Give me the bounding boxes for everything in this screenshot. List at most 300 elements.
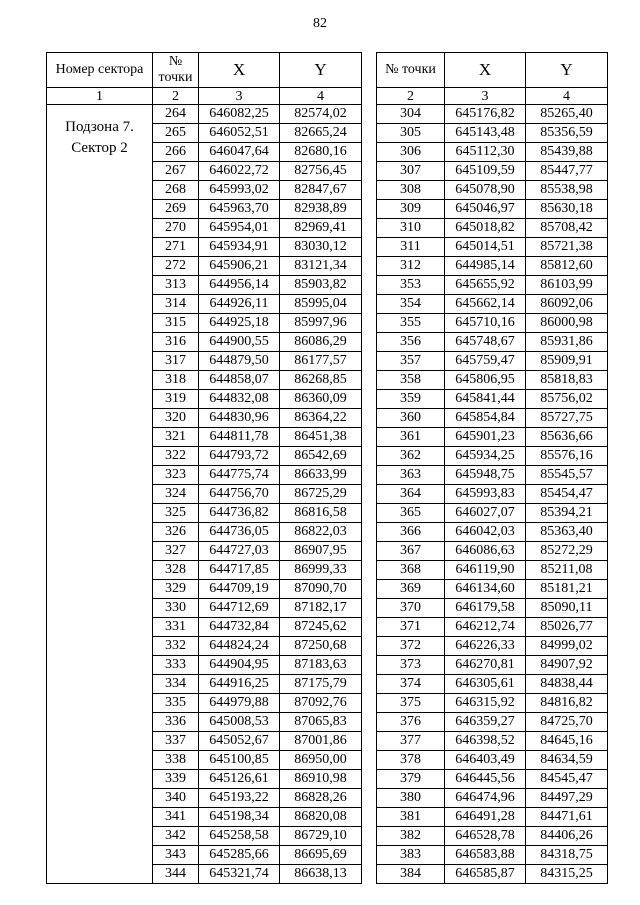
table-row	[377, 485, 608, 504]
table-row	[377, 352, 608, 371]
x-coordinate-cell: 645321,74	[199, 865, 280, 884]
y-coordinate-cell: 86451,38	[280, 428, 362, 447]
x-coordinate-cell: 645109,59	[445, 162, 526, 181]
x-coordinate-cell: 644756,70	[199, 485, 280, 504]
point-number-cell: 311	[377, 238, 445, 257]
x-coordinate-cell: 645193,22	[199, 789, 280, 808]
y-coordinate-cell: 87175,79	[280, 675, 362, 694]
x-coordinate-cell: 645934,91	[199, 238, 280, 257]
x-coordinate-cell: 644926,11	[199, 295, 280, 314]
x-coordinate-cell: 644956,14	[199, 276, 280, 295]
point-number-cell: 381	[377, 808, 445, 827]
y-coordinate-cell: 85545,57	[526, 466, 608, 485]
table-row	[377, 314, 608, 333]
point-number-cell: 340	[153, 789, 199, 808]
point-number-cell: 331	[153, 618, 199, 637]
x-coordinate-cell: 645662,14	[445, 295, 526, 314]
point-number-cell: 363	[377, 466, 445, 485]
point-number-cell: 307	[377, 162, 445, 181]
y-coordinate-cell: 85756,02	[526, 390, 608, 409]
point-number-cell: 382	[377, 827, 445, 846]
left-table-body	[47, 105, 362, 884]
x-coordinate-cell: 644717,85	[199, 561, 280, 580]
y-header: Y	[526, 53, 608, 88]
x-coordinate-cell: 646585,87	[445, 865, 526, 884]
y-coordinate-cell: 82680,16	[280, 143, 362, 162]
y-coordinate-cell: 85265,40	[526, 105, 608, 124]
table-row	[377, 219, 608, 238]
point-number-cell: 324	[153, 485, 199, 504]
table-row	[377, 162, 608, 181]
point-number-cell: 376	[377, 713, 445, 732]
y-coordinate-cell: 86268,85	[280, 371, 362, 390]
x-coordinate-cell: 644712,69	[199, 599, 280, 618]
left-header-row	[47, 53, 362, 88]
table-row	[377, 276, 608, 295]
x-coordinate-cell: 644736,82	[199, 504, 280, 523]
y-coordinate-cell: 86360,09	[280, 390, 362, 409]
y-coordinate-cell: 86907,95	[280, 542, 362, 561]
y-coordinate-cell: 85538,98	[526, 181, 608, 200]
y-coordinate-cell: 86999,33	[280, 561, 362, 580]
col-num-sector: 1	[47, 88, 153, 105]
point-number-cell: 312	[377, 257, 445, 276]
y-coordinate-cell: 86633,99	[280, 466, 362, 485]
x-coordinate-cell: 646134,60	[445, 580, 526, 599]
x-coordinate-cell: 645759,47	[445, 352, 526, 371]
y-coordinate-cell: 84907,92	[526, 656, 608, 675]
point-number-cell: 337	[153, 732, 199, 751]
point-number-cell: 384	[377, 865, 445, 884]
table-row	[377, 428, 608, 447]
x-coordinate-cell: 646445,56	[445, 770, 526, 789]
y-coordinate-cell: 85363,40	[526, 523, 608, 542]
table-row	[377, 637, 608, 656]
x-coordinate-cell: 644709,19	[199, 580, 280, 599]
table-row	[377, 390, 608, 409]
y-coordinate-cell: 84497,29	[526, 789, 608, 808]
x-coordinate-cell: 646119,90	[445, 561, 526, 580]
x-coordinate-cell: 645841,44	[445, 390, 526, 409]
right-column-number-row	[377, 88, 608, 105]
y-coordinate-cell: 87001,86	[280, 732, 362, 751]
y-coordinate-cell: 85812,60	[526, 257, 608, 276]
x-coordinate-cell: 645198,34	[199, 808, 280, 827]
table-row	[377, 105, 608, 124]
x-coordinate-cell: 646403,49	[445, 751, 526, 770]
point-number-cell: 269	[153, 200, 199, 219]
y-coordinate-cell: 83030,12	[280, 238, 362, 257]
table-row	[377, 466, 608, 485]
x-coordinate-cell: 644916,25	[199, 675, 280, 694]
point-header: № точки	[377, 53, 445, 88]
x-coordinate-cell: 645993,83	[445, 485, 526, 504]
point-number-cell: 268	[153, 181, 199, 200]
y-coordinate-cell: 82756,45	[280, 162, 362, 181]
col-num-y: 4	[526, 88, 608, 105]
y-coordinate-cell: 85630,18	[526, 200, 608, 219]
sector-label-cell	[47, 105, 153, 884]
point-number-cell: 265	[153, 124, 199, 143]
y-coordinate-cell: 85090,11	[526, 599, 608, 618]
point-number-cell: 336	[153, 713, 199, 732]
x-coordinate-cell: 645052,67	[199, 732, 280, 751]
point-number-cell: 320	[153, 409, 199, 428]
table-row	[377, 732, 608, 751]
point-number-cell: 359	[377, 390, 445, 409]
y-coordinate-cell: 85818,83	[526, 371, 608, 390]
point-number-cell: 344	[153, 865, 199, 884]
y-coordinate-cell: 85727,75	[526, 409, 608, 428]
point-number-cell: 318	[153, 371, 199, 390]
x-coordinate-cell: 645046,97	[445, 200, 526, 219]
y-coordinate-cell: 87090,70	[280, 580, 362, 599]
table-row	[377, 694, 608, 713]
y-coordinate-cell: 86910,98	[280, 770, 362, 789]
point-number-cell: 323	[153, 466, 199, 485]
point-number-cell: 353	[377, 276, 445, 295]
y-coordinate-cell: 86364,22	[280, 409, 362, 428]
table-row	[377, 295, 608, 314]
left-column-number-row	[47, 88, 362, 105]
x-coordinate-cell: 645078,90	[445, 181, 526, 200]
point-number-cell: 314	[153, 295, 199, 314]
x-coordinate-cell: 644736,05	[199, 523, 280, 542]
page-number: 82	[313, 16, 327, 31]
point-number-cell: 326	[153, 523, 199, 542]
point-number-cell: 304	[377, 105, 445, 124]
sector-header: Номер сектора	[47, 53, 153, 88]
point-number-cell: 316	[153, 333, 199, 352]
y-coordinate-cell: 86725,29	[280, 485, 362, 504]
point-number-cell: 313	[153, 276, 199, 295]
y-coordinate-cell: 85272,29	[526, 542, 608, 561]
y-coordinate-cell: 83121,34	[280, 257, 362, 276]
x-coordinate-cell: 646047,64	[199, 143, 280, 162]
right-header-row	[377, 53, 608, 88]
x-coordinate-cell: 645963,70	[199, 200, 280, 219]
x-coordinate-cell: 645112,30	[445, 143, 526, 162]
point-number-cell: 362	[377, 447, 445, 466]
col-num-x: 3	[199, 88, 280, 105]
y-coordinate-cell: 85394,21	[526, 504, 608, 523]
x-coordinate-cell: 645018,82	[445, 219, 526, 238]
point-number-cell: 339	[153, 770, 199, 789]
table-row	[377, 371, 608, 390]
x-coordinate-cell: 646212,74	[445, 618, 526, 637]
point-number-cell: 335	[153, 694, 199, 713]
point-number-cell: 375	[377, 694, 445, 713]
table-row	[377, 675, 608, 694]
x-coordinate-cell: 644830,96	[199, 409, 280, 428]
left-coordinates-table	[46, 52, 362, 884]
point-number-cell: 379	[377, 770, 445, 789]
x-coordinate-cell: 644732,84	[199, 618, 280, 637]
y-coordinate-cell: 85576,16	[526, 447, 608, 466]
y-coordinate-cell: 85997,96	[280, 314, 362, 333]
x-coordinate-cell: 644900,55	[199, 333, 280, 352]
y-coordinate-cell: 85447,77	[526, 162, 608, 181]
x-coordinate-cell: 645906,21	[199, 257, 280, 276]
point-number-cell: 322	[153, 447, 199, 466]
y-coordinate-cell: 86177,57	[280, 352, 362, 371]
right-coordinates-table	[376, 52, 608, 884]
table-row	[377, 846, 608, 865]
y-coordinate-cell: 86729,10	[280, 827, 362, 846]
table-row	[47, 105, 362, 124]
y-coordinate-cell: 84545,47	[526, 770, 608, 789]
point-number-cell: 366	[377, 523, 445, 542]
point-number-cell: 377	[377, 732, 445, 751]
point-number-cell: 267	[153, 162, 199, 181]
y-coordinate-cell: 86828,26	[280, 789, 362, 808]
y-coordinate-cell: 87065,83	[280, 713, 362, 732]
x-coordinate-cell: 646305,61	[445, 675, 526, 694]
x-coordinate-cell: 646474,96	[445, 789, 526, 808]
point-number-cell: 365	[377, 504, 445, 523]
point-number-cell: 380	[377, 789, 445, 808]
y-coordinate-cell: 85439,88	[526, 143, 608, 162]
y-coordinate-cell: 82574,02	[280, 105, 362, 124]
right-table-body	[377, 105, 608, 884]
point-number-cell: 374	[377, 675, 445, 694]
x-coordinate-cell: 645258,58	[199, 827, 280, 846]
y-coordinate-cell: 87182,17	[280, 599, 362, 618]
point-number-cell: 332	[153, 637, 199, 656]
table-row	[377, 504, 608, 523]
x-coordinate-cell: 646528,78	[445, 827, 526, 846]
table-row	[377, 580, 608, 599]
table-row	[377, 713, 608, 732]
point-number-cell: 315	[153, 314, 199, 333]
point-number-cell: 270	[153, 219, 199, 238]
y-coordinate-cell: 84999,02	[526, 637, 608, 656]
table-row	[377, 599, 608, 618]
point-number-cell: 308	[377, 181, 445, 200]
x-coordinate-cell: 644824,24	[199, 637, 280, 656]
x-coordinate-cell: 645100,85	[199, 751, 280, 770]
point-number-cell: 373	[377, 656, 445, 675]
y-coordinate-cell: 85211,08	[526, 561, 608, 580]
x-coordinate-cell: 645176,82	[445, 105, 526, 124]
point-number-cell: 306	[377, 143, 445, 162]
y-coordinate-cell: 85995,04	[280, 295, 362, 314]
point-number-cell: 266	[153, 143, 199, 162]
point-number-cell: 367	[377, 542, 445, 561]
point-number-cell: 361	[377, 428, 445, 447]
point-number-cell: 317	[153, 352, 199, 371]
point-number-cell: 357	[377, 352, 445, 371]
x-coordinate-cell: 644727,03	[199, 542, 280, 561]
col-num-point: 2	[153, 88, 199, 105]
x-coordinate-cell: 645993,02	[199, 181, 280, 200]
y-coordinate-cell: 82847,67	[280, 181, 362, 200]
point-header: № точки	[153, 53, 199, 88]
y-coordinate-cell: 82665,24	[280, 124, 362, 143]
y-coordinate-cell: 85721,38	[526, 238, 608, 257]
x-coordinate-cell: 646491,28	[445, 808, 526, 827]
y-coordinate-cell: 85708,42	[526, 219, 608, 238]
table-row	[377, 447, 608, 466]
y-coordinate-cell: 85454,47	[526, 485, 608, 504]
x-coordinate-cell: 644832,08	[199, 390, 280, 409]
point-number-cell: 343	[153, 846, 199, 865]
table-row	[377, 789, 608, 808]
point-number-cell: 319	[153, 390, 199, 409]
y-coordinate-cell: 86820,08	[280, 808, 362, 827]
point-number-cell: 334	[153, 675, 199, 694]
table-row	[377, 181, 608, 200]
y-coordinate-cell: 84471,61	[526, 808, 608, 827]
y-coordinate-cell: 86086,29	[280, 333, 362, 352]
x-coordinate-cell: 644904,95	[199, 656, 280, 675]
point-number-cell: 329	[153, 580, 199, 599]
y-coordinate-cell: 84645,16	[526, 732, 608, 751]
point-number-cell: 328	[153, 561, 199, 580]
point-number-cell: 369	[377, 580, 445, 599]
point-number-cell: 342	[153, 827, 199, 846]
y-coordinate-cell: 85181,21	[526, 580, 608, 599]
table-row	[377, 561, 608, 580]
x-coordinate-cell: 646226,33	[445, 637, 526, 656]
point-number-cell: 309	[377, 200, 445, 219]
x-coordinate-cell: 646398,52	[445, 732, 526, 751]
y-coordinate-cell: 82969,41	[280, 219, 362, 238]
y-coordinate-cell: 87092,76	[280, 694, 362, 713]
point-number-cell: 310	[377, 219, 445, 238]
x-coordinate-cell: 646179,58	[445, 599, 526, 618]
x-coordinate-cell: 645710,16	[445, 314, 526, 333]
x-coordinate-cell: 644858,07	[199, 371, 280, 390]
x-coordinate-cell: 646086,63	[445, 542, 526, 561]
y-coordinate-cell: 86695,69	[280, 846, 362, 865]
x-coordinate-cell: 646042,03	[445, 523, 526, 542]
table-row	[377, 333, 608, 352]
sector-label-line2: Сектор 2	[71, 140, 128, 156]
table-row	[377, 523, 608, 542]
table-row	[377, 656, 608, 675]
x-coordinate-cell: 644925,18	[199, 314, 280, 333]
point-number-cell: 264	[153, 105, 199, 124]
x-coordinate-cell: 646583,88	[445, 846, 526, 865]
point-number-cell: 305	[377, 124, 445, 143]
point-number-cell: 358	[377, 371, 445, 390]
y-coordinate-cell: 85636,66	[526, 428, 608, 447]
x-header: X	[199, 53, 280, 88]
point-number-cell: 383	[377, 846, 445, 865]
point-number-cell: 364	[377, 485, 445, 504]
y-coordinate-cell: 84816,82	[526, 694, 608, 713]
table-row	[377, 542, 608, 561]
x-coordinate-cell: 645126,61	[199, 770, 280, 789]
point-number-cell: 356	[377, 333, 445, 352]
point-number-cell: 371	[377, 618, 445, 637]
point-number-cell: 354	[377, 295, 445, 314]
x-coordinate-cell: 645285,66	[199, 846, 280, 865]
y-coordinate-cell: 84838,44	[526, 675, 608, 694]
y-coordinate-cell: 87250,68	[280, 637, 362, 656]
point-number-cell: 325	[153, 504, 199, 523]
y-coordinate-cell: 87245,62	[280, 618, 362, 637]
point-number-cell: 271	[153, 238, 199, 257]
point-number-cell: 327	[153, 542, 199, 561]
point-number-cell: 370	[377, 599, 445, 618]
point-number-cell: 330	[153, 599, 199, 618]
y-coordinate-cell: 85356,59	[526, 124, 608, 143]
x-coordinate-cell: 645748,67	[445, 333, 526, 352]
y-coordinate-cell: 86000,98	[526, 314, 608, 333]
y-coordinate-cell: 87183,63	[280, 656, 362, 675]
x-coordinate-cell: 645954,01	[199, 219, 280, 238]
point-number-cell: 272	[153, 257, 199, 276]
sector-label-line1: Подзона 7.	[65, 119, 134, 135]
x-coordinate-cell: 644979,88	[199, 694, 280, 713]
y-coordinate-cell: 86638,13	[280, 865, 362, 884]
x-coordinate-cell: 644793,72	[199, 447, 280, 466]
x-header: X	[445, 53, 526, 88]
y-coordinate-cell: 86103,99	[526, 276, 608, 295]
table-row	[377, 770, 608, 789]
table-row	[377, 143, 608, 162]
x-coordinate-cell: 644985,14	[445, 257, 526, 276]
point-number-cell: 333	[153, 656, 199, 675]
y-coordinate-cell: 84634,59	[526, 751, 608, 770]
point-number-cell: 372	[377, 637, 445, 656]
table-row	[377, 618, 608, 637]
table-row	[377, 409, 608, 428]
point-number-cell: 341	[153, 808, 199, 827]
table-row	[377, 751, 608, 770]
table-row	[377, 808, 608, 827]
x-coordinate-cell: 645901,23	[445, 428, 526, 447]
x-coordinate-cell: 645934,25	[445, 447, 526, 466]
x-coordinate-cell: 646359,27	[445, 713, 526, 732]
x-coordinate-cell: 645854,84	[445, 409, 526, 428]
table-row	[377, 200, 608, 219]
x-coordinate-cell: 645008,53	[199, 713, 280, 732]
y-coordinate-cell: 84406,26	[526, 827, 608, 846]
y-coordinate-cell: 84725,70	[526, 713, 608, 732]
y-header: Y	[280, 53, 362, 88]
y-coordinate-cell: 86542,69	[280, 447, 362, 466]
table-row	[377, 827, 608, 846]
x-coordinate-cell: 646270,81	[445, 656, 526, 675]
col-num-y: 4	[280, 88, 362, 105]
y-coordinate-cell: 85903,82	[280, 276, 362, 295]
x-coordinate-cell: 646052,51	[199, 124, 280, 143]
x-coordinate-cell: 645143,48	[445, 124, 526, 143]
y-coordinate-cell: 86092,06	[526, 295, 608, 314]
point-number-cell: 360	[377, 409, 445, 428]
x-coordinate-cell: 644811,78	[199, 428, 280, 447]
col-num-x: 3	[445, 88, 526, 105]
x-coordinate-cell: 644879,50	[199, 352, 280, 371]
x-coordinate-cell: 646315,92	[445, 694, 526, 713]
x-coordinate-cell: 645948,75	[445, 466, 526, 485]
y-coordinate-cell: 84318,75	[526, 846, 608, 865]
x-coordinate-cell: 644775,74	[199, 466, 280, 485]
x-coordinate-cell: 646027,07	[445, 504, 526, 523]
point-number-cell: 321	[153, 428, 199, 447]
table-row	[377, 257, 608, 276]
x-coordinate-cell: 645014,51	[445, 238, 526, 257]
y-coordinate-cell: 85026,77	[526, 618, 608, 637]
table-row	[377, 124, 608, 143]
y-coordinate-cell: 86816,58	[280, 504, 362, 523]
y-coordinate-cell: 85931,86	[526, 333, 608, 352]
x-coordinate-cell: 646082,25	[199, 105, 280, 124]
point-number-cell: 338	[153, 751, 199, 770]
